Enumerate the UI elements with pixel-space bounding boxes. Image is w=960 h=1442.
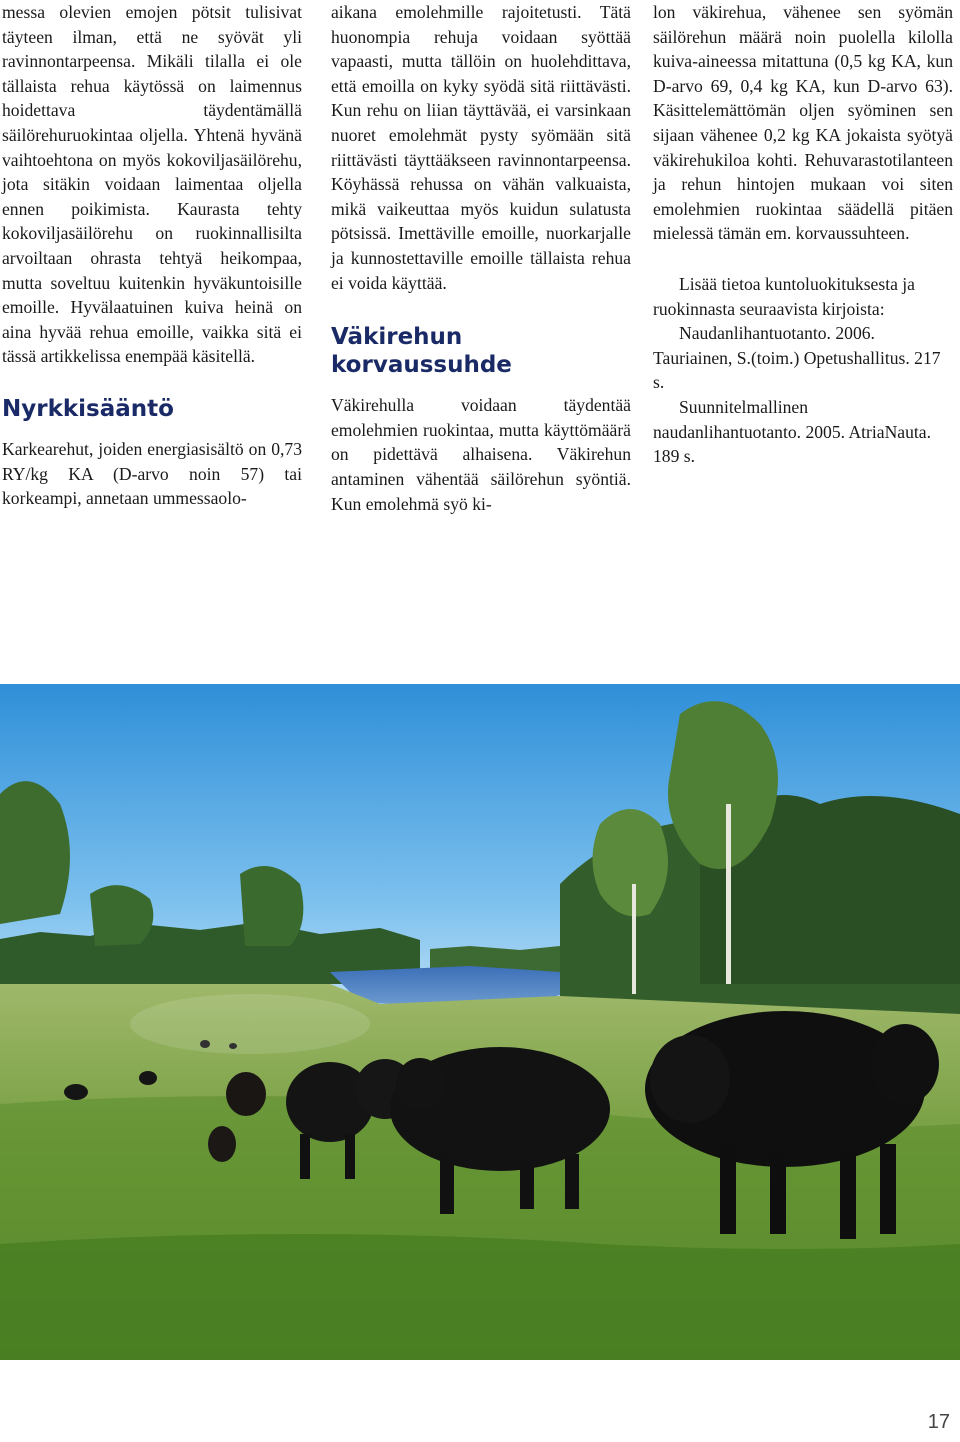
cattle-pasture-photo (0, 684, 960, 1360)
reference-item: Suunnitelmallinen naudanlihantuotanto. 2005. AtriaNauta. 189 s. (653, 396, 932, 467)
body-paragraph: aikana emolehmille rajoitetusti. Tätä huonompia rehuja voidaan syöttää vapaasti, mutta tällöin on huolehdittava, että emoilla on kyky syödä sitä riittävästi. Kun rehu on liian täyttävää, ei varsinkaan nuoret emolehmät pysty syömään sitä riittävästi täyttääkseen ravinnontarpeensa. Köyhässä rehussa on vähän valkuaista, mikä vaikeuttaa myös kuidun sulatusta pötsissä. Imettäville emoille, nuorkarjalle ja kunnostettaville emoille tällaista rehua ei voida käyttää. (331, 2, 631, 293)
reference-item: Naudanlihantuotanto. 2006. Tauriainen, S.(toim.) Opetushallitus. 217 s. (653, 323, 941, 393)
body-paragraph: Karkearehut, joiden energiasisältö on 0,73 RY/kg KA (D-arvo noin 57) tai korkeampi, annetaan ummessaolo- (2, 438, 302, 509)
section-heading-substitution-ratio: Väkirehun korvaussuhde (331, 324, 512, 379)
body-paragraph: lon väkirehua, vähenee sen syömän säilörehun määrä noin puolella kilolla kuiva-aineessa mitattuna (0,5 kg KA, kun D-arvo 69, 0,4 kg KA, kun D-arvo 63). Käsittelemättömän oljen syöminen sen sijaan vähenee 0,2 kg KA jokaista syötyä väkirehukiloa kohti. Rehuvarastotilanteen ja rehun hintojen mukaan voi siten emolehmien ruokintaa säädellä pitäen mielessä tämän em. korvaussuhteen. (653, 2, 953, 244)
body-paragraph: Väkirehulla voidaan täydentää emolehmien ruokintaa, mutta käyttömäärä on pidettävä alhaisena. Väkirehun antaminen vähentää säilörehun syöntiä. Kun emolehmä syö ki- (331, 395, 631, 514)
text-column-1 (2, 0, 302, 511)
text-column-2 (331, 0, 631, 516)
text-column-3 (653, 0, 953, 469)
body-paragraph: messa olevien emojen pötsit tulisivat täyteen ilman, että ne syövät yli ravinnontarpeensa. Mikäli tilalla ei ole tällaista rehua käytössä on laimennus hoidettava täydentämällä säilörehuruokintaa oljella. Yhtenä hyvänä vaihtoehtona on myös kokoviljasäilörehu, jota sitäkin voidaan laimentaa oljella ennen poikimista. Kaurasta tehty kokoviljasäilörehu on ruokinnallisilta arvoiltaan ohrasta tehtyä heikompaa, mutta soveltuu kuitenkin hyväkuntoisille emoille. Hyvälaatuinen kuiva heinä on aina hyvää rehua emoille, vaikka sitä ei tässä artikkelissa enempää käsitellä. (2, 2, 302, 367)
page-number: 17 (927, 1411, 950, 1433)
references-intro: Lisää tietoa kuntoluokituksesta ja ruokinnasta seuraavista kirjoista: (653, 273, 915, 319)
references-block (653, 272, 953, 469)
section-heading-rule-of-thumb: Nyrkkisääntö (2, 395, 174, 422)
